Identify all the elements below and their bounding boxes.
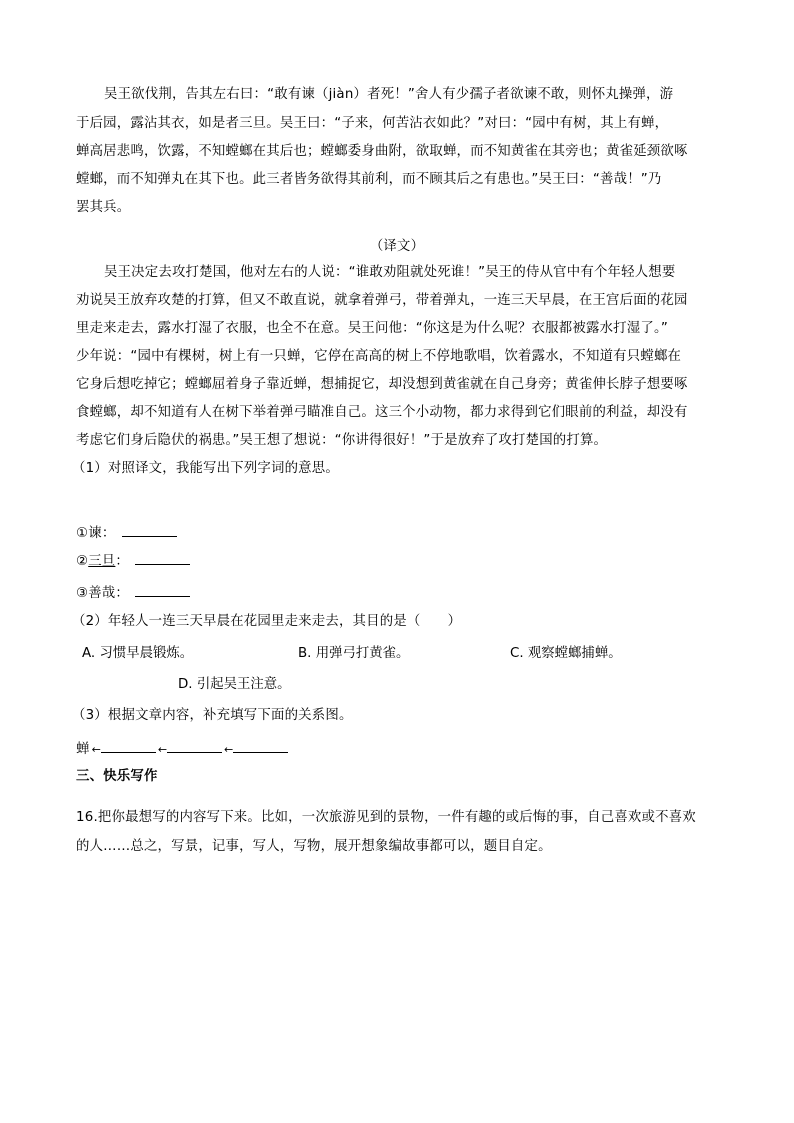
question-16-line: 的人……总之，写景，记事，写人，写物，展开想象编故事都可以，题目自定。 [76,839,552,854]
option-text: 引起吴王注意。 [196,677,291,692]
option-c[interactable] [510,645,622,663]
translation-line: 考虑它们身后隐伏的祸患。”吴王想了想说：“你讲得很好！”于是放弃了攻打楚国的打算。 [76,433,608,448]
option-text: 用弹弓打黄雀。 [315,646,410,661]
translation-line: 里走来走去，露水打湿了衣服，也全不在意。吴王问他：“你这是为什么呢？衣服都被露水打湿了。” [76,321,668,336]
option-text: 观察螳螂捕蝉。 [527,646,622,661]
option-text: 习惯早晨锻炼。 [99,646,194,661]
answer-blank[interactable] [135,550,190,565]
option-label: C. [510,646,524,661]
q1-item-1 [76,522,177,543]
passage-line: 螳螂，而不知弹丸在其下也。此三者皆务欲得其前利，而不顾其后之有患也。”吴王曰：“善哉！”乃 [76,172,662,187]
translation-line: 它身后想吃掉它；螳螂屈着身子靠近蝉，想捕捉它，却没想到黄雀就在自己身旁；黄雀伸长脖子想要啄 [76,377,688,392]
option-label: D. [178,677,193,692]
question-1-prompt: （1）对照译文，我能写出下列字词的意思。 [72,461,339,476]
passage-line: 吴王欲伐荆，告其左右曰：“敢有谏（jiàn）者死！”舍人有少孺子者欲谏不敢，则怀丸操弹，游 [104,87,674,102]
item-marker: ② [76,554,89,569]
translation-line: 劝说吴王放弃攻楚的打算，但又不敢直说，就拿着弹弓，带着弹丸，一连三天早晨，在王宫后面的花园 [76,293,688,308]
item-marker: ① [76,526,89,541]
translation-line: 少年说：“园中有棵树，树上有一只蝉，它停在高高的树上不停地歌唱，饮着露水，不知道有只螳螂在 [76,349,682,364]
option-label: A. [82,646,96,661]
passage-line: 于后园，露沾其衣，如是者三旦。吴王曰：“子来，何苦沾衣如此？”对曰：“园中有树，其上有蝉， [76,116,669,131]
item-colon: ： [115,586,129,601]
passage-line: 蝉高居悲鸣，饮露，不知螳螂在其后也；螳螂委身曲附，欲取蝉，而不知黄雀在其旁也；黄雀延颈欲啄 [76,144,688,159]
left-arrow-icon: ← [91,743,99,756]
answer-blank[interactable] [122,522,177,537]
translation-heading: （译文） [369,239,425,254]
answer-blank[interactable] [135,582,190,597]
item-marker: ③ [76,586,89,601]
option-label: B. [298,646,312,661]
q1-item-2 [76,550,190,571]
answer-blank[interactable] [101,738,156,753]
question-2-prompt: （2）年轻人一连三天早晨在花园里走来走去，其目的是（ ） [72,614,462,629]
item-term: 善哉 [88,586,116,601]
question-16-line: 16.把你最想写的内容写下来。比如，一次旅游见到的景物，一件有趣的或后悔的事，自己喜欢或不喜欢 [76,810,696,825]
option-b[interactable] [298,645,409,663]
q1-item-3 [76,582,190,603]
chain-start: 蝉 [76,742,90,757]
item-colon: ： [101,526,116,541]
item-term: 谏 [88,526,102,541]
left-arrow-icon: ← [157,743,166,756]
translation-line: 食螳螂，却不知道有人在树下举着弹弓瞄准自己。这三个小动物，都力求得到它们眼前的利益，却没有 [76,405,688,420]
question-3-prompt: （3）根据文章内容，补充填写下面的关系图。 [72,708,353,723]
answer-blank[interactable] [233,738,288,753]
passage-line: 罢其兵。 [76,200,131,215]
item-term: 三旦 [88,554,116,569]
option-a[interactable] [82,645,193,663]
translation-line: 吴王决定去攻打楚国，他对左右的人说：“谁敢劝阻就处死谁！”吴王的侍从官中有个年轻人想要 [104,265,676,280]
answer-blank[interactable] [167,738,222,753]
left-arrow-icon: ← [224,743,232,756]
option-d[interactable] [178,676,291,694]
item-colon: ： [115,554,129,569]
relationship-chain [76,738,288,759]
section-heading: 三、快乐写作 [76,769,158,784]
